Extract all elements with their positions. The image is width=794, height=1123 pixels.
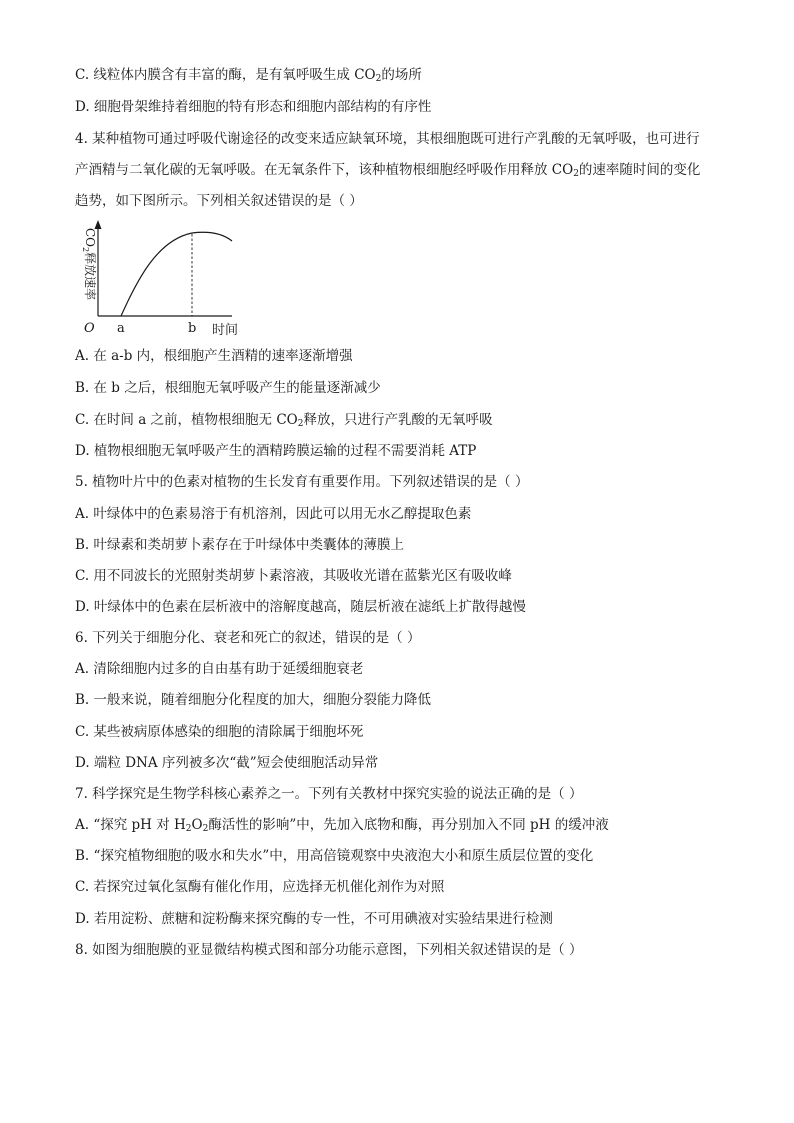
q6-option-d: D. 端粒 DNA 序列被多次“截”短会使细胞活动异常	[75, 755, 379, 771]
q3-option-c: C. 线粒体内膜含有丰富的酶，是有氧呼吸生成 $CO_2$的场所	[75, 67, 422, 84]
y-axis-label: $CO_2$释放速率	[81, 228, 97, 301]
q7-option-a: A. “探究 pH 对 $H_2O_2$酶活性的影响”中，先加入底物和酶，再分别加入不同 pH 的缓冲液	[75, 817, 609, 834]
q6-option-a: A. 清除细胞内过多的自由基有助于延缓细胞衰老	[75, 661, 364, 677]
q5-option-a: A. 叶绿体中的色素易溶于有机溶剂，因此可以用无水乙醇提取色素	[75, 506, 472, 522]
q6-option-b: B. 一般来说，随着细胞分化程度的加大，细胞分裂能力降低	[75, 692, 432, 708]
q7-option-d: D. 若用淀粉、蔗糖和淀粉酶来探究酶的专一性，不可用碘液对实验结果进行检测	[75, 911, 553, 927]
q5-option-d: D. 叶绿体中的色素在层析液中的溶解度越高，随层析液在滤纸上扩散得越慢	[75, 599, 526, 615]
q6-option-c: C. 某些被病原体感染的细胞的清除属于细胞坏死	[75, 724, 364, 740]
q7-stem: 7. 科学探究是生物学科核心素养之一。下列有关教材中探究实验的说法正确的是（ ）	[75, 786, 583, 802]
co2-release-rate-figure	[66, 216, 256, 341]
q4-option-b: B. 在 b 之后，根细胞无氧呼吸产生的能量逐渐减少	[75, 380, 381, 396]
x-axis-label: 时间	[212, 323, 239, 338]
q5-option-b: B. 叶绿素和类胡萝卜素存在于叶绿体中类囊体的薄膜上	[75, 537, 405, 553]
q4-option-c: C. 在时间 a 之前，植物根细胞无 $CO_2$释放，只进行产乳酸的无氧呼吸	[75, 412, 493, 429]
q4-option-d: D. 植物根细胞无氧呼吸产生的酒精跨膜运输的过程不需要消耗 ATP	[75, 443, 477, 459]
q6-stem: 6. 下列关于细胞分化、衰老和死亡的叙述，错误的是（ ）	[75, 630, 421, 646]
q4-stem-line-2: 产酒精与二氧化碳的无氧呼吸。在无氧条件下，该种植物根细胞经呼吸作用释放 $CO_2$的速率随时间的变化	[75, 162, 701, 179]
tick-a-label: a	[117, 321, 125, 336]
rate-curve	[121, 232, 232, 316]
q3-option-d: D. 细胞骨架维持着细胞的特有形态和细胞内部结构的有序性	[75, 99, 432, 115]
tick-b-label: b	[188, 321, 197, 336]
q5-option-c: C. 用不同波长的光照射类胡萝卜素溶液，其吸收光谱在蓝紫光区有吸收峰	[75, 568, 512, 584]
q4-option-a: A. 在 a-b 内，根细胞产生酒精的速率逐渐增强	[75, 348, 353, 364]
q5-stem: 5. 植物叶片中的色素对植物的生长发育有重要作用。下列叙述错误的是（ ）	[75, 474, 529, 490]
origin-label: O	[84, 321, 95, 336]
q8-stem: 8. 如图为细胞膜的亚显微结构模式图和部分功能示意图，下列相关叙述错误的是（ ）	[75, 942, 583, 958]
q4-stem-line-1: 4. 某种植物可通过呼吸代谢途径的改变来适应缺氧环境，其根细胞既可进行产乳酸的无氧呼吸，也可进行	[75, 131, 700, 147]
q4-stem-line-3: 趋势，如下图所示。下列相关叙述错误的是（ ）	[75, 193, 363, 209]
q7-option-c: C. 若探究过氧化氢酶有催化作用，应选择无机催化剂作为对照	[75, 879, 445, 895]
q7-option-b: B. “探究植物细胞的吸水和失水”中，用高倍镜观察中央液泡大小和原生质层位置的变化	[75, 848, 594, 864]
